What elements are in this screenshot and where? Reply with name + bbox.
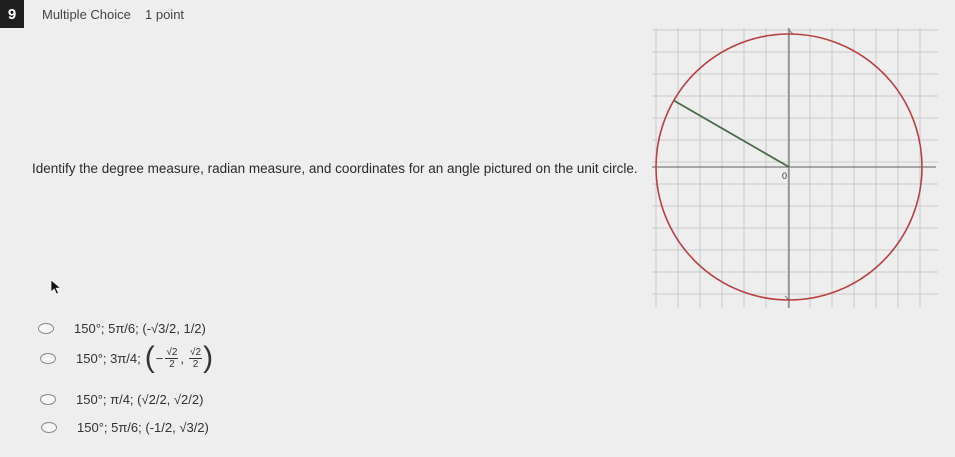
choice-b-text [76,343,213,373]
choice-a[interactable] [38,321,206,336]
choice-d-text: 150°; 5π/6; (-1/2, √3/2) [77,420,209,435]
mouse-pointer-icon [50,279,64,295]
choice-b-x-numerator: √2 [166,346,178,358]
choice-a-radio[interactable] [38,323,54,334]
origin-label: 0 [782,171,788,181]
choice-b-prefix: 150°; 3π/4; [76,350,141,366]
choice-b-x-fraction [165,347,178,370]
choice-b-close-paren: ) [203,341,214,374]
choice-b-y-denominator: 2 [192,358,199,370]
choice-b-minus: − [155,350,164,366]
choice-a-text: 150°; 5π/6; (-√3/2, 1/2) [74,321,206,336]
choice-b-radio[interactable] [40,353,56,364]
choice-d-radio[interactable] [41,422,57,433]
choice-b[interactable] [40,343,213,373]
choice-c[interactable] [40,392,203,407]
choice-c-text: 150°; π/4; (√2/2, √2/2) [76,392,204,407]
choice-b-open-paren: ( [144,341,155,374]
choice-c-radio[interactable] [40,394,56,405]
terminal-side [674,101,789,168]
choice-b-y-fraction [189,347,202,370]
choice-b-comma: , [180,350,185,366]
question-prompt: Identify the degree measure, radian measure, and coordinates for an angle pictured on the unit circle. [32,161,638,176]
choice-b-y-numerator: √2 [190,346,202,358]
unit-circle-figure [648,20,940,310]
question-type: Multiple Choice [42,7,131,22]
question-number: 9 [0,0,24,28]
choice-b-x-denominator: 2 [169,358,175,370]
choice-d[interactable] [41,420,209,435]
question-points: 1 point [145,7,185,22]
grid [652,28,938,308]
